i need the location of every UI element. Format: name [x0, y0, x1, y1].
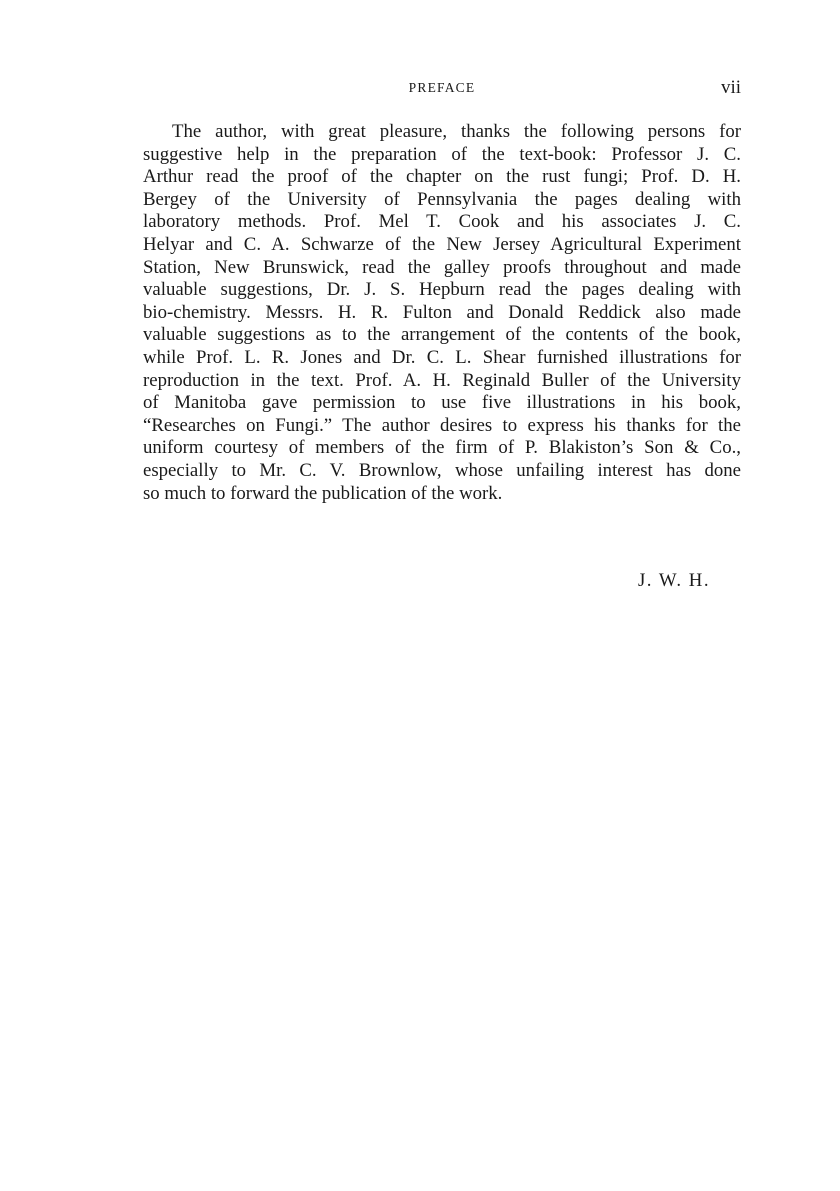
paragraph-line: valuable suggestions, Dr. J. S. Hepburn read the pages dealing with: [143, 279, 741, 301]
paragraph-line: reproduction in the text. Prof. A. H. Reginald Buller of the University: [143, 369, 741, 391]
running-head: [143, 78, 741, 102]
paragraph-line: uniform courtesy of members of the firm of P. Blakiston’s Son & Co.,: [143, 437, 741, 459]
paragraph-line: of Manitoba gave permission to use five illustrations in his book,: [143, 392, 741, 414]
paragraph-line: Station, New Brunswick, read the galley proofs throughout and made: [143, 256, 741, 278]
paragraph-line: especially to Mr. C. V. Brownlow, whose unfailing interest has done: [143, 459, 741, 481]
paragraph-line: while Prof. L. R. Jones and Dr. C. L. Shear furnished illustrations for: [143, 346, 741, 368]
preface-paragraph: [143, 121, 741, 505]
paragraph-line: Arthur read the proof of the chapter on the rust fungi; Prof. D. H.: [143, 166, 741, 188]
author-initials: J. W. H.: [638, 570, 711, 591]
paragraph-line: valuable suggestions as to the arrangement of the contents of the book,: [143, 324, 741, 346]
paragraph-line: so much to forward the publication of the work.: [143, 482, 503, 504]
paragraph-line: Helyar and C. A. Schwarze of the New Jersey Agricultural Experiment: [143, 233, 741, 255]
paragraph-line: laboratory methods. Prof. Mel T. Cook and his associates J. C.: [143, 211, 741, 233]
paragraph-line: “Researches on Fungi.” The author desires to express his thanks for the: [143, 414, 741, 436]
running-title: PREFACE: [408, 80, 476, 95]
paragraph-line: Bergey of the University of Pennsylvania the pages dealing with: [143, 188, 741, 210]
paragraph-line: bio-chemistry. Messrs. H. R. Fulton and Donald Reddick also made: [143, 301, 741, 323]
page-number: vii: [720, 77, 741, 98]
paragraph-line: suggestive help in the preparation of the text-book: Professor J. C.: [143, 143, 741, 165]
paragraph-line: The author, with great pleasure, thanks the following persons for: [172, 121, 741, 142]
